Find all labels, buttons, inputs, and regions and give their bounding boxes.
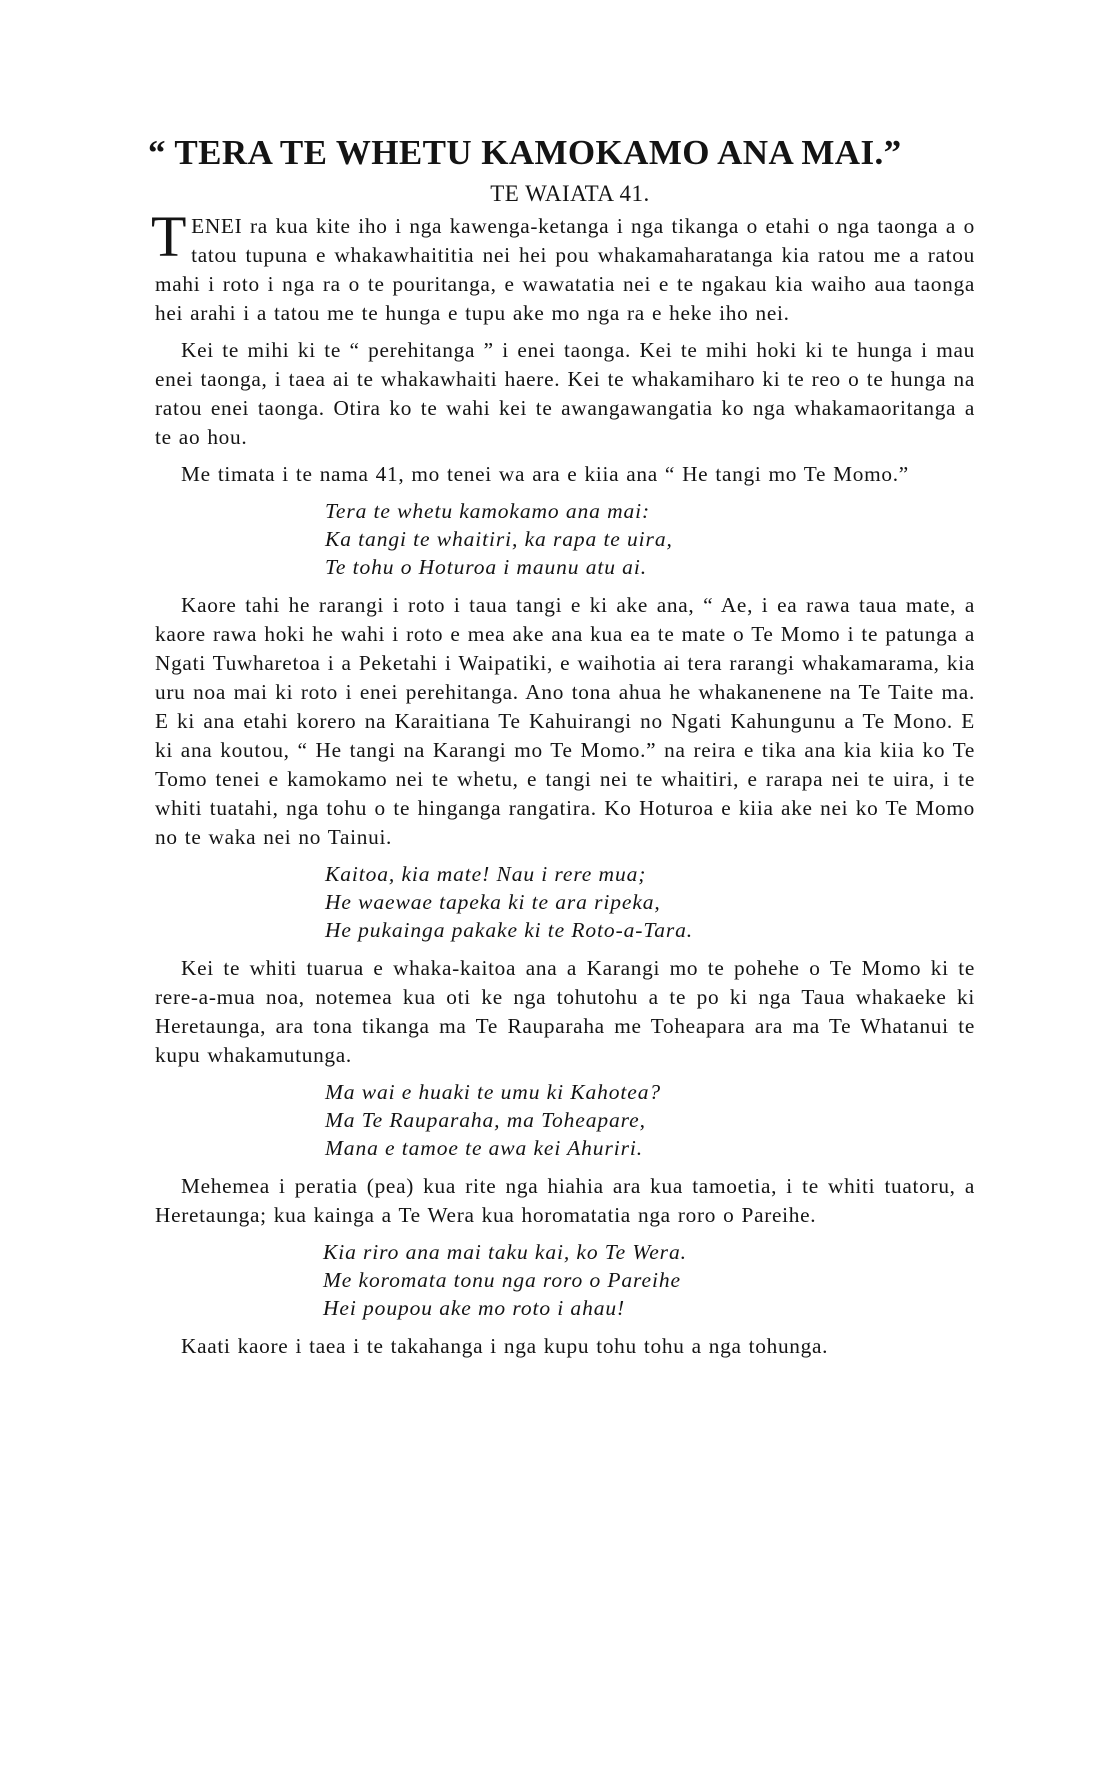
verse-1-line-1: Tera te whetu kamokamo ana mai: (325, 499, 651, 523)
paragraph-3: Me timata i te nama 41, mo tenei wa ara e kiia ana “ He tangi mo Te Momo.” (181, 462, 909, 486)
verse-4-line-2: Me koromata tonu nga roro o Pareihe (323, 1268, 681, 1292)
document-page (148, 130, 975, 1369)
verse-2-line-3: He pukainga pakake ki te Roto-a-Tara. (325, 918, 694, 942)
verse-3-line-2: Ma Te Rauparaha, ma Toheapare, (325, 1108, 646, 1132)
page-title: “ TERA TE WHETU KAMOKAMO ANA MAI.” (148, 133, 902, 172)
paragraph-2: Kei te mihi ki te “ perehitanga ” i enei taonga. Kei te mihi hoki ki te hunga i mau enei taonga, i taea ai te whakawhaiti haere. Kei te whakamiharo ki te reo o te hunga na ratou enei taonga. Otira ko te wahi kei te awangawangatia ko nga whakamaoritanga a te ao hou. (155, 338, 975, 449)
paragraph-7: Kaati kaore i taea i te takahanga i nga kupu tohu tohu a nga tohunga. (181, 1334, 829, 1358)
paragraph-6: Mehemea i peratia (pea) kua rite nga hiahia ara kua tamoetia, i te whiti tuatoru, a Heretaunga; kua kainga a Te Wera kua horomatatia nga roro o Pareihe. (155, 1174, 975, 1227)
verse-2 (155, 860, 975, 944)
verse-3 (155, 1078, 975, 1162)
paragraph-4: Kaore tahi he rarangi i roto i taua tangi e ki ake ana, “ Ae, i ea rawa taua mate, a kaore rawa hoki he wahi i roto e mea ake ana kua ea te mate o Te Momo i te patunga a Ngati Tuwharetoa i a Peketahi i Waipatiki, e waihotia ai tera rarangi whakamarama, kia uru noa mai ki roto i enei perehitanga. Ano tona ahua he whakanenene na Te Taite ma. E ki ana etahi korero na Karaitiana Te Kahuirangi no Ngati Kahungunu a Te Mono. E ki ana koutou, “ He tangi na Karangi mo Te Momo.” na reira e tika ana kia kiia ko Te Tomo tenei e kamokamo nei te whetu, e tangi nei te whaitiri, e rarapa nei te uira, i te whiti tuatahi, nga tohu o te hinganga rangatira. Ko Hoturoa e kiia ake nei ko Te Momo no te waka nei no Tainui. (155, 593, 975, 849)
paragraph-1-text: ENEI ra kua kite iho i nga kawenga-ketanga i nga tikanga o etahi o nga taonga a o tatou tupuna e whakawhaititia nei hei pou whakamaharatanga kia ratou me a ratou mahi i roto i nga ra o te pouritanga, e wawatatia nei e te ngakau kia waiho aua taonga hei arahi i a tatou me te hunga e tupu ake mo nga ra e heke iho nei. (155, 214, 975, 325)
page-subtitle: TE WAIATA 41. (490, 181, 650, 206)
verse-4 (155, 1238, 975, 1322)
verse-3-line-3: Mana e tamoe te awa kei Ahuriri. (325, 1136, 644, 1160)
verse-1-line-3: Te tohu o Hoturoa i maunu atu ai. (325, 555, 647, 579)
verse-4-line-3: Hei poupou ake mo roto i ahau! (323, 1296, 626, 1320)
paragraph-1 (151, 204, 975, 328)
verse-1 (155, 497, 975, 581)
verse-2-line-2: He waewae tapeka ki te ara ripeka, (325, 890, 661, 914)
verse-2-line-1: Kaitoa, kia mate! Nau i rere mua; (325, 862, 647, 886)
verse-1-line-2: Ka tangi te whaitiri, ka rapa te uira, (325, 527, 673, 551)
drop-cap: T (151, 204, 188, 269)
paragraph-5: Kei te whiti tuarua e whaka-kaitoa ana a Karangi mo te pohehe o Te Momo ki te rere-a-mua noa, notemea kua oti ke nga tohutohu a te po ki nga Taua whakaeke ki Heretaunga, ara tona tikanga ma Te Rauparaha me Toheapara ara ma Te Whatanui te kupu whakamutunga. (155, 956, 975, 1067)
verse-4-line-1: Kia riro ana mai taku kai, ko Te Wera. (323, 1240, 687, 1264)
verse-3-line-1: Ma wai e huaki te umu ki Kahotea? (325, 1080, 662, 1104)
